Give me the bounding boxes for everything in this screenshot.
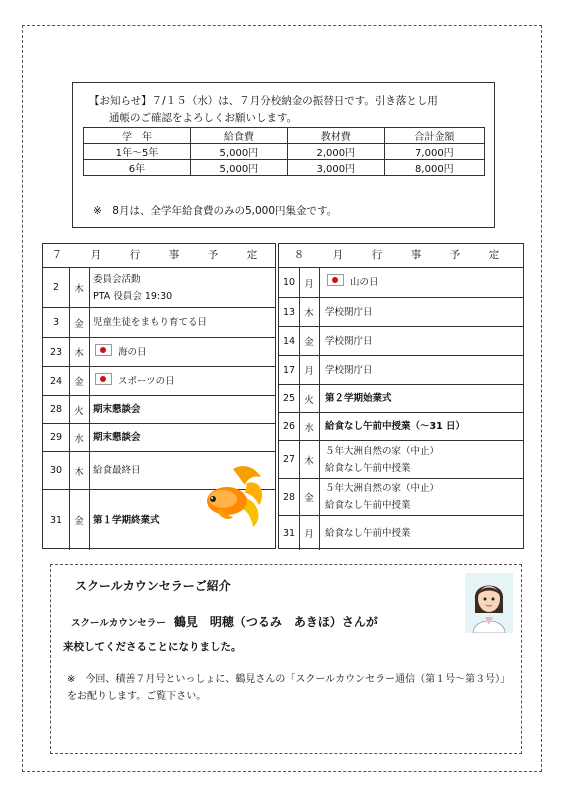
schedule-day: 10: [279, 268, 300, 297]
schedule-day: 24: [43, 367, 70, 395]
schedule-weekday: 月: [299, 268, 320, 297]
schedule-weekday: 水: [69, 424, 90, 451]
schedule-event-text: ５年大洲自然の家（中止）: [325, 483, 440, 494]
schedule-weekday: 月: [299, 516, 320, 550]
schedule-event: [325, 385, 519, 412]
schedule-day: 30: [43, 452, 70, 489]
schedule-event-line: [93, 344, 271, 361]
schedule-event-text: 期末懇談会: [93, 404, 141, 415]
schedule-event: [93, 424, 271, 451]
counselor-avatar-icon: [465, 573, 513, 633]
schedule-event-line: [325, 525, 519, 542]
schedule-event-text: 学校閉庁日: [325, 335, 373, 347]
schedule-event-line: [93, 401, 271, 418]
schedule-row: [43, 338, 275, 367]
japan-flag-icon: [95, 373, 112, 385]
schedule-event-text: 児童生徒をまもり育てる日: [93, 317, 208, 328]
schedule-event: [325, 413, 519, 440]
schedule-row: [279, 441, 523, 479]
schedule-weekday: 金: [299, 479, 320, 515]
schedule-row: [43, 396, 275, 424]
schedule-day: 23: [43, 338, 70, 366]
schedule-row: [279, 327, 523, 356]
fee-table-header: [84, 128, 485, 144]
materials-fee-cell: 3,000円: [287, 160, 384, 176]
schedule-event: [325, 356, 519, 384]
schedule-weekday: 金: [69, 490, 90, 550]
schedule-event-text: 第１学期終業式: [93, 514, 160, 526]
schedule-event: [325, 479, 519, 515]
schedule-event-line: [325, 390, 519, 407]
counselor-visit: 来校してくださることになりました。: [63, 641, 242, 653]
schedule-row: [279, 356, 523, 385]
schedule-day: 28: [279, 479, 300, 515]
schedule-weekday: 金: [69, 308, 90, 337]
schedule-event-text: 給食なし午前中授業: [325, 527, 411, 539]
schedule-weekday: 火: [299, 385, 320, 412]
schedule-day: 13: [279, 298, 300, 326]
schedule-event-text: 給食最終日: [93, 465, 141, 476]
schedule-day: 3: [43, 308, 70, 337]
counselor-role: スクールカウンセラー: [71, 618, 166, 629]
august-schedule-title: ８ 月 行 事 予 定: [279, 244, 523, 268]
lunch-fee-cell: 5,000円: [190, 160, 287, 176]
schedule-weekday: 木: [69, 268, 90, 307]
schedule-event: [325, 298, 519, 326]
schedule-event-line: [93, 314, 271, 331]
japan-flag-icon: [327, 274, 344, 286]
schedule-day: 2: [43, 268, 70, 307]
schedule-event-line: [93, 373, 271, 390]
schedule-event-line: [325, 443, 519, 460]
japan-flag-icon: [95, 344, 112, 356]
notice-footnote: ※ 8月は、全学年給食費のみの5,000円集金です。: [93, 205, 338, 217]
schedule-event-text: 学校閉庁日: [325, 364, 373, 376]
schedule-event: [93, 367, 271, 395]
schedule-weekday: 木: [69, 452, 90, 489]
schedule-event-text: ５年大洲自然の家（中止）: [325, 445, 440, 457]
schedule-event-line: [325, 304, 519, 321]
schedule-event-line: [93, 429, 271, 446]
header-lunch: 給食費: [190, 128, 287, 144]
schedule-event-text: 学校閉庁日: [325, 306, 373, 318]
schedule-weekday: 月: [299, 356, 320, 384]
schedule-day: 31: [43, 490, 70, 550]
schedule-event: [93, 308, 271, 337]
schedule-row: [279, 298, 523, 327]
schedule-day: 28: [43, 396, 70, 423]
goldfish-illustration: [203, 461, 267, 531]
table-row: [84, 144, 485, 160]
schedule-event-text: 山の日: [350, 277, 379, 288]
schedule-weekday: 火: [69, 396, 90, 423]
schedule-weekday: 木: [299, 298, 320, 326]
header-total: 合計金額: [384, 128, 484, 144]
header-materials: 教材費: [287, 128, 384, 144]
schedule-event: [93, 268, 271, 307]
total-cell: 7,000円: [384, 144, 484, 160]
counselor-title: スクールカウンセラーご紹介: [75, 579, 231, 593]
schedule-day: 14: [279, 327, 300, 355]
schedule-event-line: [325, 418, 519, 435]
schedule-row: [43, 308, 275, 338]
schedule-row: [279, 479, 523, 516]
materials-fee-cell: 2,000円: [287, 144, 384, 160]
total-cell: 8,000円: [384, 160, 484, 176]
schedule-weekday: 金: [299, 327, 320, 355]
schedule-event-line: [325, 480, 519, 497]
schedule-day: 25: [279, 385, 300, 412]
schedule-day: 31: [279, 516, 300, 550]
schedule-row: [279, 268, 523, 298]
schedule-day: 27: [279, 441, 300, 478]
schedule-event-line: [93, 271, 271, 288]
grade-cell: 6年: [84, 160, 191, 176]
schedule-event: [325, 327, 519, 355]
schedule-event: [93, 396, 271, 423]
august-schedule: [278, 243, 524, 549]
schedule-event: [325, 516, 519, 550]
schedule-weekday: 木: [299, 441, 320, 478]
notice-line-1: 【お知らせ】７/１５（水）は、７月分校納金の振替日です。引き落とし用: [89, 95, 438, 107]
schedule-row: [43, 268, 275, 308]
schedule-row: [279, 385, 523, 413]
schedule-event-text: 委員会活動: [93, 273, 141, 285]
schedule-event: [93, 338, 271, 366]
schedule-weekday: 水: [299, 413, 320, 440]
schedule-event-text: 第２学期始業式: [325, 393, 392, 404]
schedule-event-text: 給食なし午前中授業（～31 日）: [325, 421, 466, 432]
schedule-row: [43, 367, 275, 396]
schedule-event-text: 海の日: [118, 346, 147, 358]
schedule-event-line-2: 給食なし午前中授業: [325, 500, 411, 511]
schedule-event-line-2: PTA 役員会 19:30: [93, 290, 173, 302]
schedule-row: [43, 424, 275, 452]
schedule-event: [325, 268, 519, 297]
counselor-name: 鶴見 明穂（つるみ あきほ）さんが: [173, 615, 378, 629]
header-grade: 学 年: [84, 128, 191, 144]
notice-box: [72, 82, 495, 228]
fee-table: [83, 127, 485, 176]
july-schedule-title: ７ 月 行 事 予 定: [43, 244, 275, 268]
schedule-row: [279, 516, 523, 550]
schedule-weekday: 金: [69, 367, 90, 395]
notice-line-2: 通帳のご確認をよろしくお願いします。: [109, 112, 298, 124]
schedule-day: 17: [279, 356, 300, 384]
schedule-event-line-2: 給食なし午前中授業: [325, 462, 411, 474]
schedule-event-line: [325, 362, 519, 379]
lunch-fee-cell: 5,000円: [190, 144, 287, 160]
schedule-event-line: [325, 333, 519, 350]
schedule-day: 29: [43, 424, 70, 451]
schedule-day: 26: [279, 413, 300, 440]
table-row: [84, 160, 485, 176]
counselor-intro: [71, 613, 378, 630]
schedule-event-text: スポーツの日: [118, 375, 175, 387]
schedule-row: [279, 413, 523, 441]
schedule-event-text: 期末懇談会: [93, 432, 141, 443]
counselor-note: ※ 今回、積善７月号といっしょに、鶴見さんの「スクールカウンセラー通信（第１号～第３号）」をお配りします。ご覧下さい。: [67, 674, 511, 702]
schedule-event-line: [325, 274, 519, 291]
grade-cell: 1年～5年: [84, 144, 191, 160]
counselor-section: [50, 564, 522, 754]
schedule-weekday: 木: [69, 338, 90, 366]
schedule-event: [325, 441, 519, 478]
